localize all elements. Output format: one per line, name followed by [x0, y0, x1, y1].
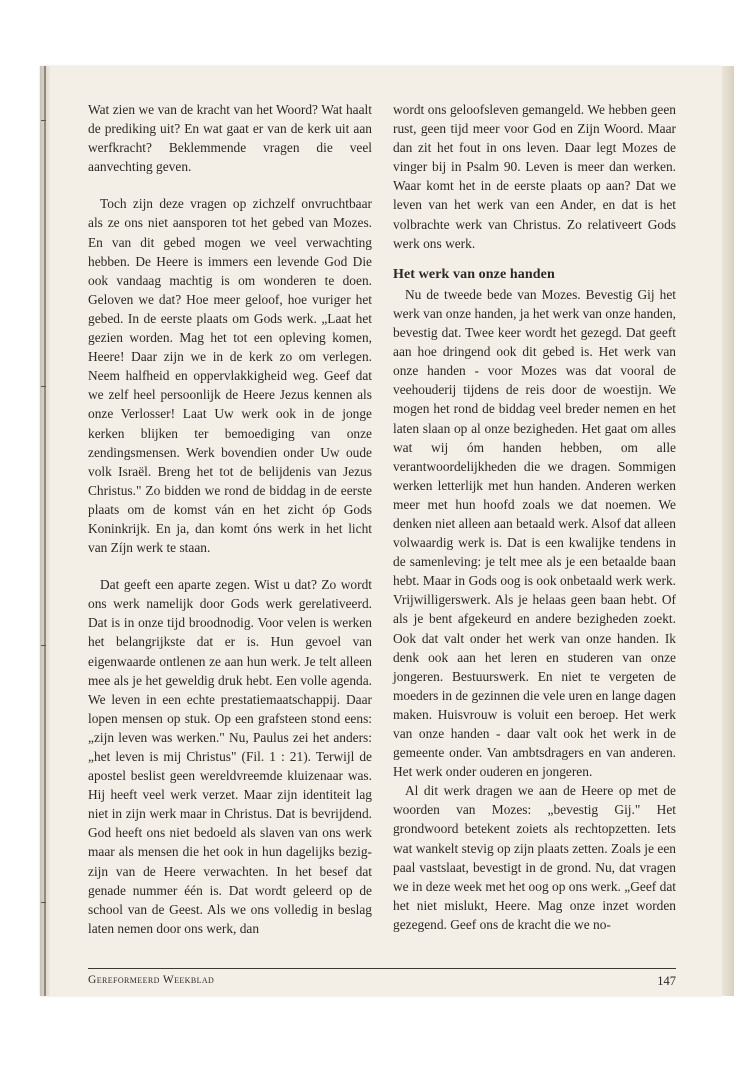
paragraph: Dat geeft een aparte zegen. Wist u dat? Zo wordt ons werk namelijk door Gods werk gerelativeerd. Dat is in onze tijd broodnodig. Voor velen is werken het belangrijkste dat er is. Hun gevoel van eigenwaarde ontlenen ze aan hun werk. Je telt alleen mee als je het geweldig druk hebt. Een volle agenda. We leven in een echte prestatiemaatschappij. Daar lopen mensen op stuk. Op een grafsteen stond eens: „zijn leven was werken." Nu, Paulus zei het anders: „het leven is mij Christus" (Fil. 1 : 21). Terwijl de apostel beslist geen wereldvreemde kluizenaar was. Hij heeft veel werk verzet. Maar zijn identiteit lag niet in zijn werk maar in Christus. Dat is bevrijdend. God heeft ons niet bedoeld als slaven van ons werk maar als mensen die het ook in hun dagelijks bezig-zijn van de Heere verwachten. In het besef dat genade nummer één is. Dat wordt geleerd op de school van de Geest. Als we ons volledig in beslag laten nemen door ons werk, dan: [88, 577, 372, 936]
magazine-title: Gereformeerd Weekblad: [88, 974, 215, 986]
section-heading: Het werk van onze handen: [393, 266, 555, 282]
page-number: 147: [657, 974, 676, 988]
left-column: [88, 100, 372, 938]
paragraph: Wat zien we van de kracht van het Woord? Wat haalt de prediking uit? En wat gaat er van de kerk uit aan werfkracht? Beklemmende vragen die veel aanvechting geven.: [88, 102, 372, 175]
paragraph: wordt ons geloofsleven gemangeld. We hebben geen rust, geen tijd meer voor God en Zijn Woord. Maar dan zit het fout in ons leven. Daar legt Mozes de vinger bij in Psalm 90. Leven is meer dan werken. Waar komt het in de eerste plaats op aan? Dat we leven van het werk van een Ander, en dat is het volbrachte werk van Christus. Zo relativeert Gods werk ons werk.: [393, 102, 676, 251]
margin-tick: [41, 902, 46, 903]
page-edge: [722, 66, 734, 996]
margin-tick: [41, 386, 46, 387]
paragraph: Toch zijn deze vragen op zichzelf onvruchtbaar als ze ons niet aansporen tot het gebed van Mozes. En van dit gebed mogen we veel verwachting hebben. De Heere is immers een levende God Die ook vandaag machtig is om wonderen te doen. Geloven we dat? Hoe meer geloof, hoe vuriger het gebed. In de eerste plaats om Gods werk. „Laat het gezien worden. Mag het tot een opleving komen, Heere! Daar zijn we in de kerk zo om verlegen. Neem halfheid en oppervlakkigheid weg. Geef dat we zelf heel persoonlijk de Heere Jezus kennen als onze Verlosser! Laat Uw werk ook in de jonge kerken blijken ter bemoediging van onze zendingsmensen. Werk bovendien onder Uw oude volk Israël. Breng het tot de belijdenis van Jezus Christus." Zo bidden we rond de biddag in de eerste plaats om de komst ván en het zicht óp Gods Koninkrijk. En ja, dan komt óns werk in het licht van Zíjn werk te staan.: [88, 196, 372, 556]
margin-tick: [41, 645, 46, 646]
paragraph: Al dit werk dragen we aan de Heere op met de woorden van Mozes: „bevestig Gij." Het grondwoord betekent zoiets als rechtopzetten. Iets wat wankelt stevig op zijn plaats zetten. Zoals je een paal vastslaat, bevestigt in de grond. Nu, dat vragen we in deze week met het oog op ons werk. „Geef dat het niet mislukt, Heere. Mag onze inzet worden gezegend. Geef ons de kracht die we no-: [393, 783, 676, 932]
right-column: [393, 100, 676, 934]
binding-line: [44, 66, 46, 996]
footer-rule: [88, 968, 676, 969]
margin-tick: [41, 120, 46, 121]
paragraph: Nu de tweede bede van Mozes. Bevestig Gij het werk van onze handen, ja het werk van onze handen, bevestig dat. Twee keer wordt het gezegd. Dat geeft aan hoe dringend ook dit gebed is. Het werk van onze handen - voor Mozes was dat vooral de veehouderij tijdens de reis door de woestijn. We mogen het rond de biddag veel breder nemen en het laten slaan op al onze bezigheden. Het gaat om alles wat wij óm handen hebben, om alle verantwoordelijkheden die we dragen. Sommigen werken letterlijk met hun handen. Anderen werken meer met hun hoofd zoals we dat noemen. We denken niet alleen aan betaald werk. Alsof dat alleen volwaardig werk is. Dat is een kwalijke tendens in de samenleving: je telt mee als je een betaalde baan hebt. Maar in Gods oog is ook onbetaald werk werk. Vrijwilligerswerk. Als je helaas geen baan hebt. Of als je bent afgekeurd en andere bezigheden zoekt. Ook dat valt onder het werk van onze handen. Ik denk ook aan het leren en studeren van onze jongeren. Bestuurswerk. En niet te vergeten de moeders in de gezinnen die vele uren en lange dagen maken. Huisvrouw is voluit een beroep. Het werk van onze handen - daar valt ook het werk in de gemeente onder. Van ambtsdragers en van anderen. Het werk onder ouderen en jongeren.: [393, 286, 676, 780]
